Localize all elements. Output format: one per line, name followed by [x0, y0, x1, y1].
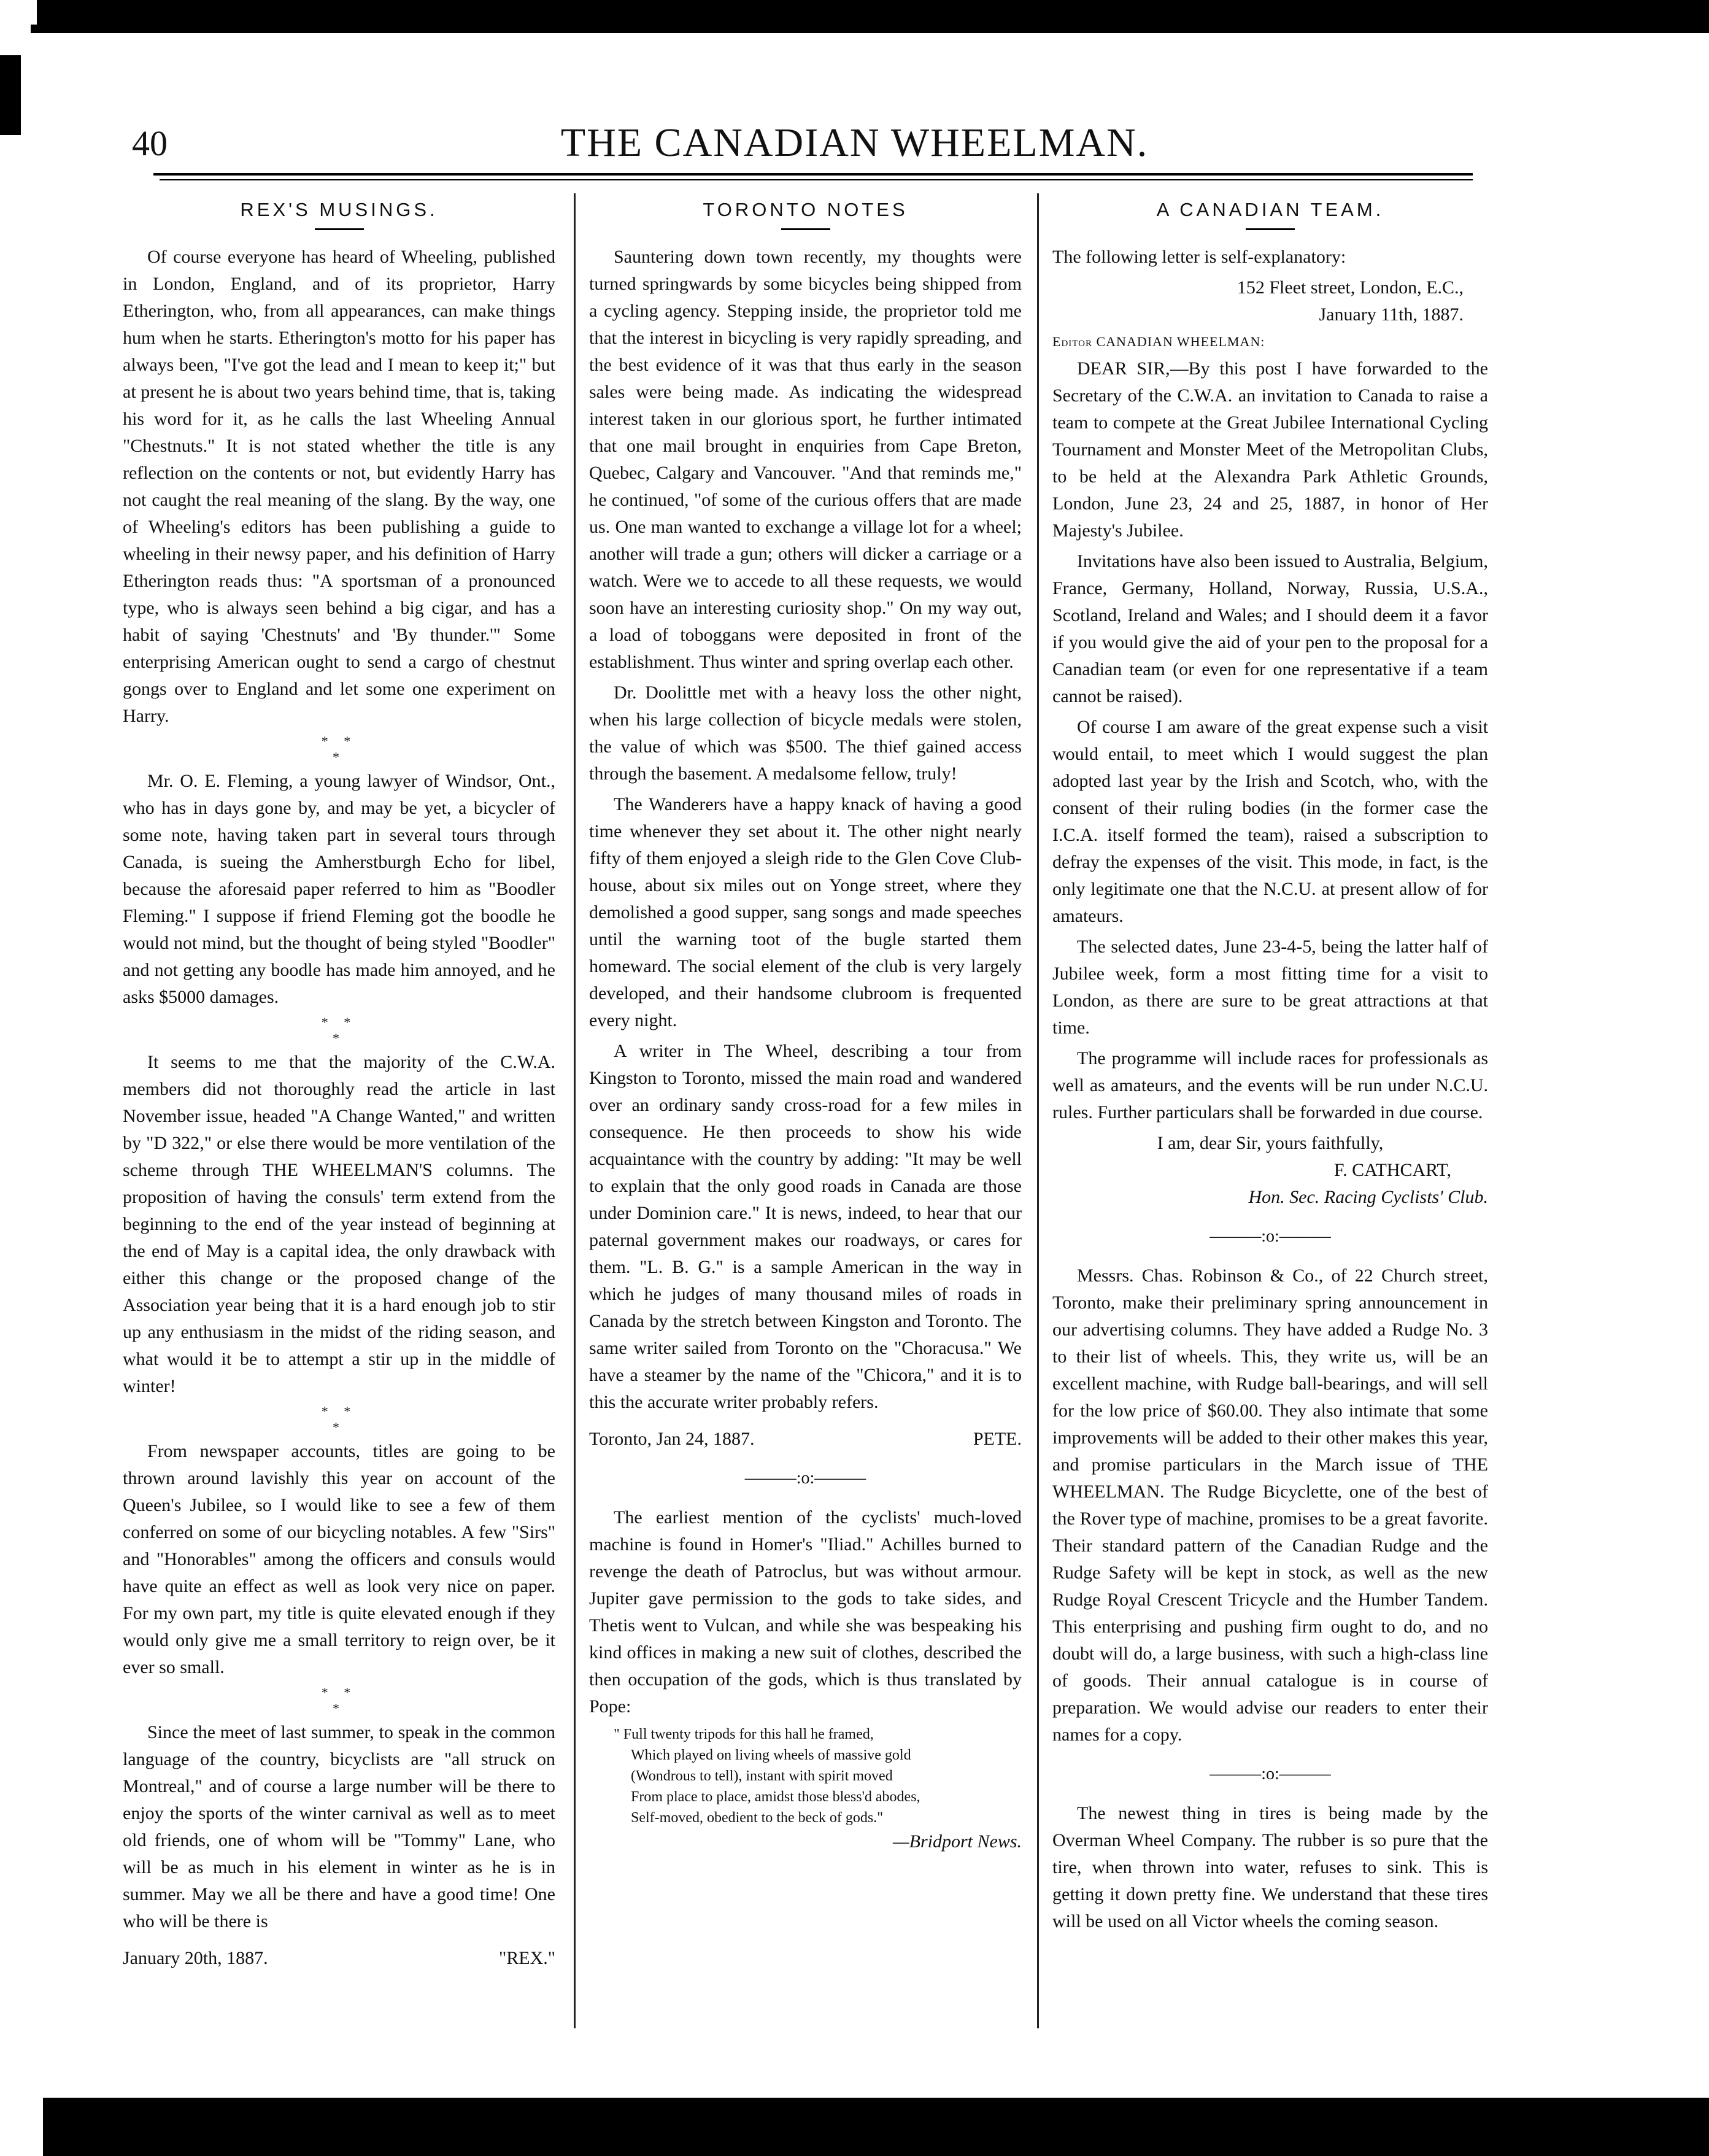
- paragraph: The newest thing in tires is being made by the Overman Wheel Company. The rubber is so pure that the tire, when thrown into water, refuses to sink. This is getting it down pretty fine. We understand that these tires will be used on all Victor wheels the coming season.: [1052, 1803, 1488, 1931]
- asterism: * * *: [321, 1404, 357, 1435]
- letter-closing: I am, dear Sir, yours faithfully,: [1157, 1133, 1384, 1153]
- letter-address: 152 Fleet street, London, E.C.,: [1236, 277, 1464, 298]
- paragraph: Invitations have also been issued to Australia, Belgium, France, Germany, Holland, Norway, Russia, U.S.A., Scotland, Ireland and Wales; and I should deem it a favor if you would give the aid of your pen to the proposal for a Canadian team (or even for one representative if a team cannot be raised).: [1052, 551, 1488, 706]
- letter-sender: F. CATHCART,: [1333, 1160, 1451, 1180]
- bottom-border: [43, 2098, 1709, 2156]
- paragraph: Of course I am aware of the great expense such a visit would entail, to meet which I would suggest the plan adopted last year by the Irish and Scotch, who, with the consent of their ruling bodies (in the former case the I.C.A. itself formed the team), raised a subscription to defray the expenses of the visit. This mode, in fact, is the only legitimate one that the N.C.U. at present allow of for amateurs.: [1052, 717, 1488, 926]
- signature: "REX.": [499, 1948, 555, 1968]
- top-border: [37, 0, 1709, 27]
- dateline: January 20th, 1887.: [123, 1948, 268, 1968]
- paragraph: The Wanderers have a happy knack of having a good time whenever they set about it. The other night nearly fifty of them enjoyed a sleigh ride to the Glen Cove Club-house, about six miles out on Yonge street, where they demolished a good supper, sang songs and made speeches until the warning toot of the bugle started them homeward. The social element of the club is very largely developed, and their handsome clubroom is frequented every night.: [589, 794, 1022, 1030]
- column-canadian-team: [1052, 196, 1488, 1939]
- section-heading: A CANADIAN TEAM.: [1156, 199, 1384, 220]
- separator: ———:o:———: [1209, 1227, 1331, 1246]
- heading-rule: [1246, 228, 1295, 230]
- verse-line: (Wondrous to tell), instant with spirit moved: [631, 1768, 893, 1784]
- column-rex-musings: [123, 196, 555, 1972]
- verse-source: —Bridport News.: [892, 1831, 1022, 1852]
- column-divider-right: [1037, 193, 1039, 2028]
- masthead-title: THE CANADIAN WHEELMAN.: [560, 120, 1149, 165]
- heading-rule: [781, 228, 830, 230]
- paragraph: Sauntering down town recently, my thoughts were turned springwards by some bicycles being shipped from a cycling agency. Stepping inside, the proprietor told me that the interest in bicycling is very rapidly spreading, and the best evidence of it was that thus early in the season sales were being made. As indicating the widespread interest taken in our glorious sport, he further intimated that one mail brought in enquiries from Cape Breton, Quebec, Calgary and Vancouver. "And that reminds me," he continued, "of some of the curious offers that are made us. One man wanted to exchange a village lot for a wheel; another will trade a gun; others will dicker a carriage or a watch. Were we to accede to all these requests, we would soon have an interesting curiosity shop." On my way out, a load of toboggans were deposited in front of the establishment. Thus winter and spring overlap each other.: [589, 247, 1022, 672]
- section-heading: REX'S MUSINGS.: [240, 199, 438, 220]
- asterism: * * *: [321, 1685, 357, 1716]
- letter-addressee: Editor CANADIAN WHEELMAN:: [1052, 334, 1265, 349]
- paragraph: The programme will include races for professionals as well as amateurs, and the events will be run under N.C.U. rules. Further particulars shall be forwarded in due course.: [1052, 1048, 1488, 1122]
- paragraph: Since the meet of last summer, to speak in the common language of the country, bicyclists are "all struck on Montreal," and of course a large number will be there to enjoy the sports of the winter carnival as well as to meet old friends, one of whom will be "Tommy" Lane, who will be as much in his element in winter as he is in summer. May we all be there and have a good time! One who will be there is: [123, 1722, 555, 1931]
- column-toronto-notes: [589, 196, 1022, 1855]
- page-number: 40: [132, 123, 168, 163]
- header-rule: [153, 173, 1473, 176]
- paragraph: From newspaper accounts, titles are going to be thrown around lavishly this year on account of the Queen's Jubilee, so I would like to see a few of them conferred on some of our bicycling notables. A few "Sirs" and "Honorables" among the officers and consuls would have quite an effect as well as look very nice on paper. For my own part, my title is quite elevated enough if they would only give me a small territory to reign over, be it ever so small.: [123, 1441, 555, 1677]
- paragraph: It seems to me that the majority of the C.W.A. members did not thoroughly read the article in last November issue, headed "A Change Wanted," and written by "D 322," or else there would be more ventilation of the scheme through THE WHEELMAN'S columns. The proposition of having the consuls' term extend from the beginning to the end of the year instead of beginning at the end of May is a capital idea, the only drawback with either this change or the proposed change of the Association year being that it is a hard enough job to stir up any enthusiasm in the midst of the riding season, and what would it be to attempt a stir up in the middle of winter!: [123, 1052, 555, 1396]
- paragraph: Mr. O. E. Fleming, a young lawyer of Windsor, Ont., who has in days gone by, and may be yet, a bicycler of some note, having taken part in several tours through Canada, is sueing the Amherstburgh Echo for libel, because the aforesaid paper referred to him as "Boodler Fleming." I suppose if friend Fleming got the boodle he would not mind, but the thought of being styled "Boodler" and not getting any boodle has made him annoyed, and he asks $5000 damages.: [123, 771, 555, 1007]
- paragraph: Of course everyone has heard of Wheeling, published in London, England, and of its proprietor, Harry Etherington, who, from all appearances, can make things hum when he starts. Etherington's motto for his paper has always been, "I've got the lead and I mean to keep it;" but at present he is about two years behind time, that is, taking his word for it, as he calls the last Wheeling Annual "Chestnuts." It is not stated whether the title is any reflection on the contents or not, but evidently Harry has not caught the real meaning of the slang. By the way, one of Wheeling's editors has been publishing a guide to wheeling in their newsy paper, and his definition of Harry Etherington reads thus: "A sportsman of a pronounced type, who is always seen behind a big cigar, and has a habit of saying 'Chestnuts' and 'By thunder.'" Some enterprising American ought to send a cargo of chestnut gongs over to England and let some one experiment on Harry.: [123, 247, 555, 726]
- top-border-inner: [31, 25, 1709, 33]
- separator: ———:o:———: [744, 1469, 866, 1488]
- paragraph: The following letter is self-explanatory:: [1052, 247, 1346, 267]
- paragraph: A writer in The Wheel, describing a tour from Kingston to Toronto, missed the main road and wandered over an ordinary sandy cross-road for a few miles in consequence. He then proceeds to show his wide acquaintance with the country by adding: "It may be well to explain that the only good roads in Canada are those under Dominion care." It is news, indeed, to hear that our paternal government makes our roadways, or cares for them. "L. B. G." is a sample American in the way in which he judges of many thousand miles of roads in Canada by the stretch between Kingston and Toronto. The same writer sailed from Toronto on the "Choracusa." We have a steamer by the name of the "Chicora," and it is to this the accurate writer probably refers.: [589, 1041, 1022, 1412]
- paragraph: Dr. Doolittle met with a heavy loss the other night, when his large collection of bicycle medals were stolen, the value of which was $500. The thief gained access through the basement. A medalsome fellow, truly!: [589, 682, 1022, 784]
- header-rule-thin: [160, 179, 1473, 180]
- signature: PETE.: [973, 1429, 1022, 1449]
- verse-quote: [614, 1724, 1022, 1828]
- section-heading: TORONTO NOTES: [703, 199, 908, 220]
- paragraph: The earliest mention of the cyclists' much-loved machine is found in Homer's "Iliad." Achilles burned to revenge the death of Patroclus, but was without armour. Jupiter gave permission to the gods to take sides, and Thetis went to Vulcan, and while she was bespeaking his kind offices in making a new suit of clothes, described the then occupation of the gods, which is thus translated by Pope:: [589, 1507, 1022, 1717]
- asterism: * * *: [321, 733, 357, 765]
- verse-line: From place to place, amidst those bless'd abodes,: [631, 1789, 920, 1805]
- column-divider-left: [574, 193, 576, 2028]
- paragraph: DEAR SIR,—By this post I have forwarded to the Secretary of the C.W.A. an invitation to Canada to raise a team to compete at the Great Jubilee International Cycling Tournament and Monster Meet of the Metropolitan Clubs, to be held at the Alexandra Park Athletic Grounds, London, June 23, 24 and 25, 1887, in honor of Her Majesty's Jubilee.: [1052, 358, 1488, 541]
- paragraph: The selected dates, June 23-4-5, being the latter half of Jubilee week, form a most fitting time for a visit to London, as there are sure to be great attractions at that time.: [1052, 937, 1488, 1038]
- heading-rule: [315, 228, 364, 230]
- paragraph: Messrs. Chas. Robinson & Co., of 22 Church street, Toronto, make their preliminary spring announcement in our advertising columns. They have added a Rudge No. 3 to their list of wheels. This, they write us, will be an excellent machine, with Rudge ball-bearings, and will sell for the low price of $60.00. They also intimate that some improvements will be added to their other makes this year, and promise particulars in the March issue of THE WHEELMAN. The Rudge Bicyclette, one of the best of the Rover type of machine, promises to be a great favorite. Their standard pattern of the Canadian Rudge and the Rudge Safety will be kept in stock, as well as the new Rudge Royal Crescent Tricycle and the Humber Tandem. This enterprising and pushing firm ought to do, and no doubt will do, a large business, with such a high-class line of goods. Their annual catalogue is in course of preparation. We would advise our readers to enter their names for a copy.: [1052, 1265, 1488, 1745]
- dateline: Toronto, Jan 24, 1887.: [589, 1429, 755, 1449]
- verse-line: " Full twenty tripods for this hall he framed,: [614, 1726, 874, 1742]
- letter-sender-title: Hon. Sec. Racing Cyclists' Club.: [1248, 1187, 1488, 1207]
- separator: ———:o:———: [1209, 1764, 1331, 1783]
- asterism: * * *: [321, 1014, 357, 1046]
- verse-line: Self-moved, obedient to the beck of gods.": [631, 1810, 884, 1826]
- verse-line: Which played on living wheels of massive gold: [631, 1747, 911, 1763]
- letter-date: January 11th, 1887.: [1319, 304, 1464, 325]
